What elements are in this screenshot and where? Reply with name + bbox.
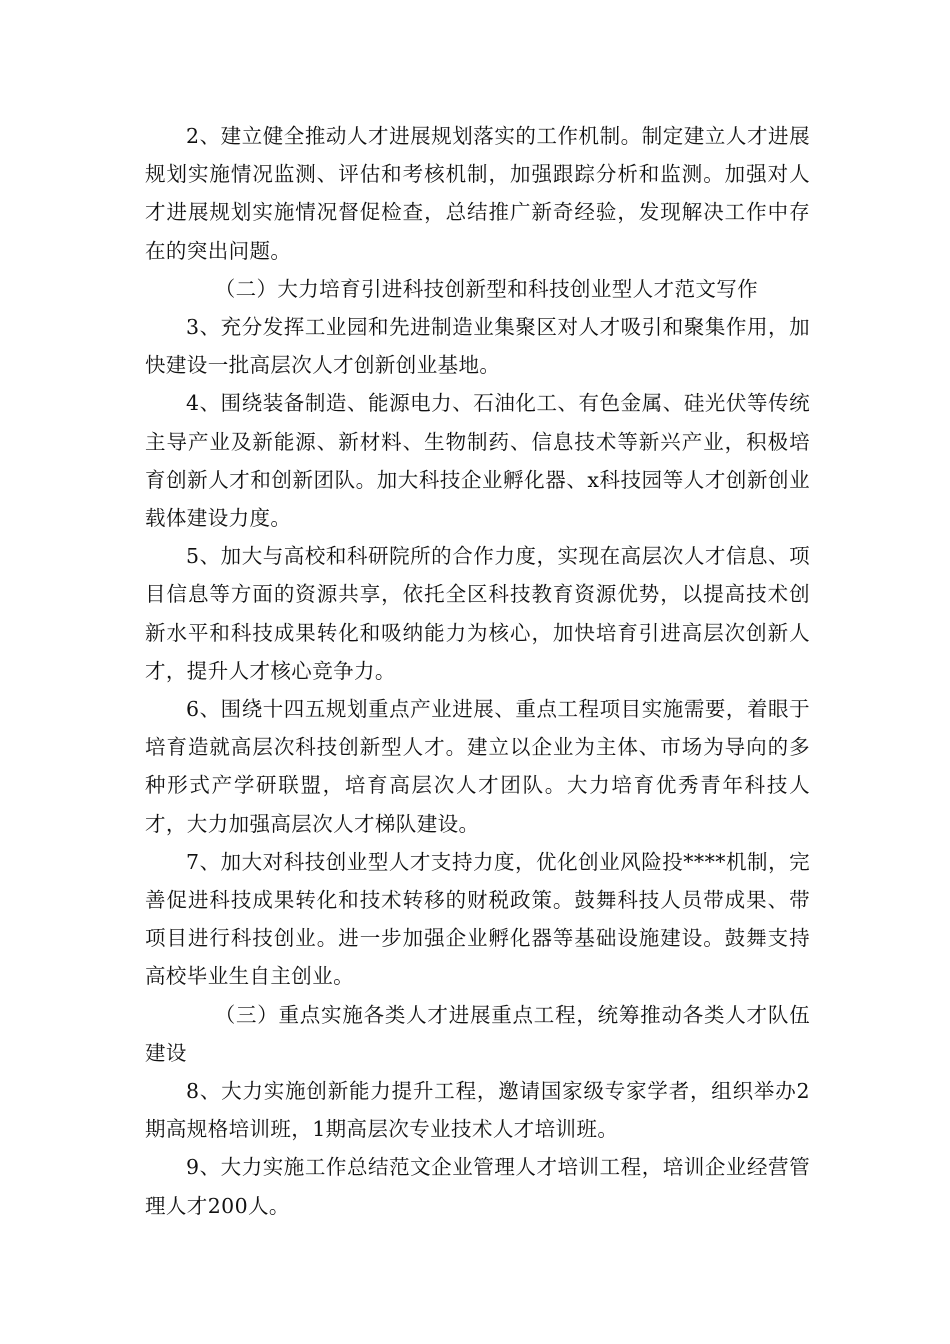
- paragraph-item-3: 3、充分发挥工业园和先进制造业集聚区对人才吸引和聚集作用，加快建设一批高层次人才创新创业基地。: [145, 315, 810, 378]
- section-heading-2: （二）大力培育引进科技创新型和科技创业型人才范文写作: [214, 276, 759, 301]
- paragraph-item-8: 8、大力实施创新能力提升工程，邀请国家级专家学者，组织举办2期高规格培训班，1期高层次专业技术人才培训班。: [145, 1079, 810, 1142]
- document-body: [145, 117, 810, 1225]
- paragraph-item-4: 4、围绕装备制造、能源电力、石油化工、有色金属、硅光伏等传统主导产业及新能源、新材料、生物制药、信息技术等新兴产业，积极培育创新人才和创新团队。加大科技企业孵化器、x科技园等人才创新创业载体建设力度。: [145, 391, 810, 531]
- paragraph-item-7: 7、加大对科技创业型人才支持力度，优化创业风险投****机制，完善促进科技成果转化和技术转移的财税政策。鼓舞科技人员带成果、带项目进行科技创业。进一步加强企业孵化器等基础设施建设。鼓舞支持高校毕业生自主创业。: [145, 849, 810, 989]
- section-heading-3: （三）重点实施各类人才进展重点工程，统筹推动各类人才队伍建设: [145, 1002, 810, 1065]
- paragraph-item-6: 6、围绕十四五规划重点产业进展、重点工程项目实施需要，着眼于培育造就高层次科技创新型人才。建立以企业为主体、市场为导向的多种形式产学研联盟，培育高层次人才团队。大力培育优秀青年科技人才，大力加强高层次人才梯队建设。: [145, 697, 810, 836]
- paragraph-item-2: 2、建立健全推动人才进展规划落实的工作机制。制定建立人才进展规划实施情况监测、评估和考核机制，加强跟踪分析和监测。加强对人才进展规划实施情况督促检查，总结推广新奇经验，发现解决工作中存在的突出问题。: [145, 124, 810, 263]
- paragraph-item-9: 9、大力实施工作总结范文企业管理人才培训工程，培训企业经营管理人才200人。: [145, 1155, 810, 1218]
- paragraph-item-5: 5、加大与高校和科研院所的合作力度，实现在高层次人才信息、项目信息等方面的资源共享，依托全区科技教育资源优势，以提高技术创新水平和科技成果转化和吸纳能力为核心，加快培育引进高层次创新人才，提升人才核心竞争力。: [145, 544, 810, 683]
